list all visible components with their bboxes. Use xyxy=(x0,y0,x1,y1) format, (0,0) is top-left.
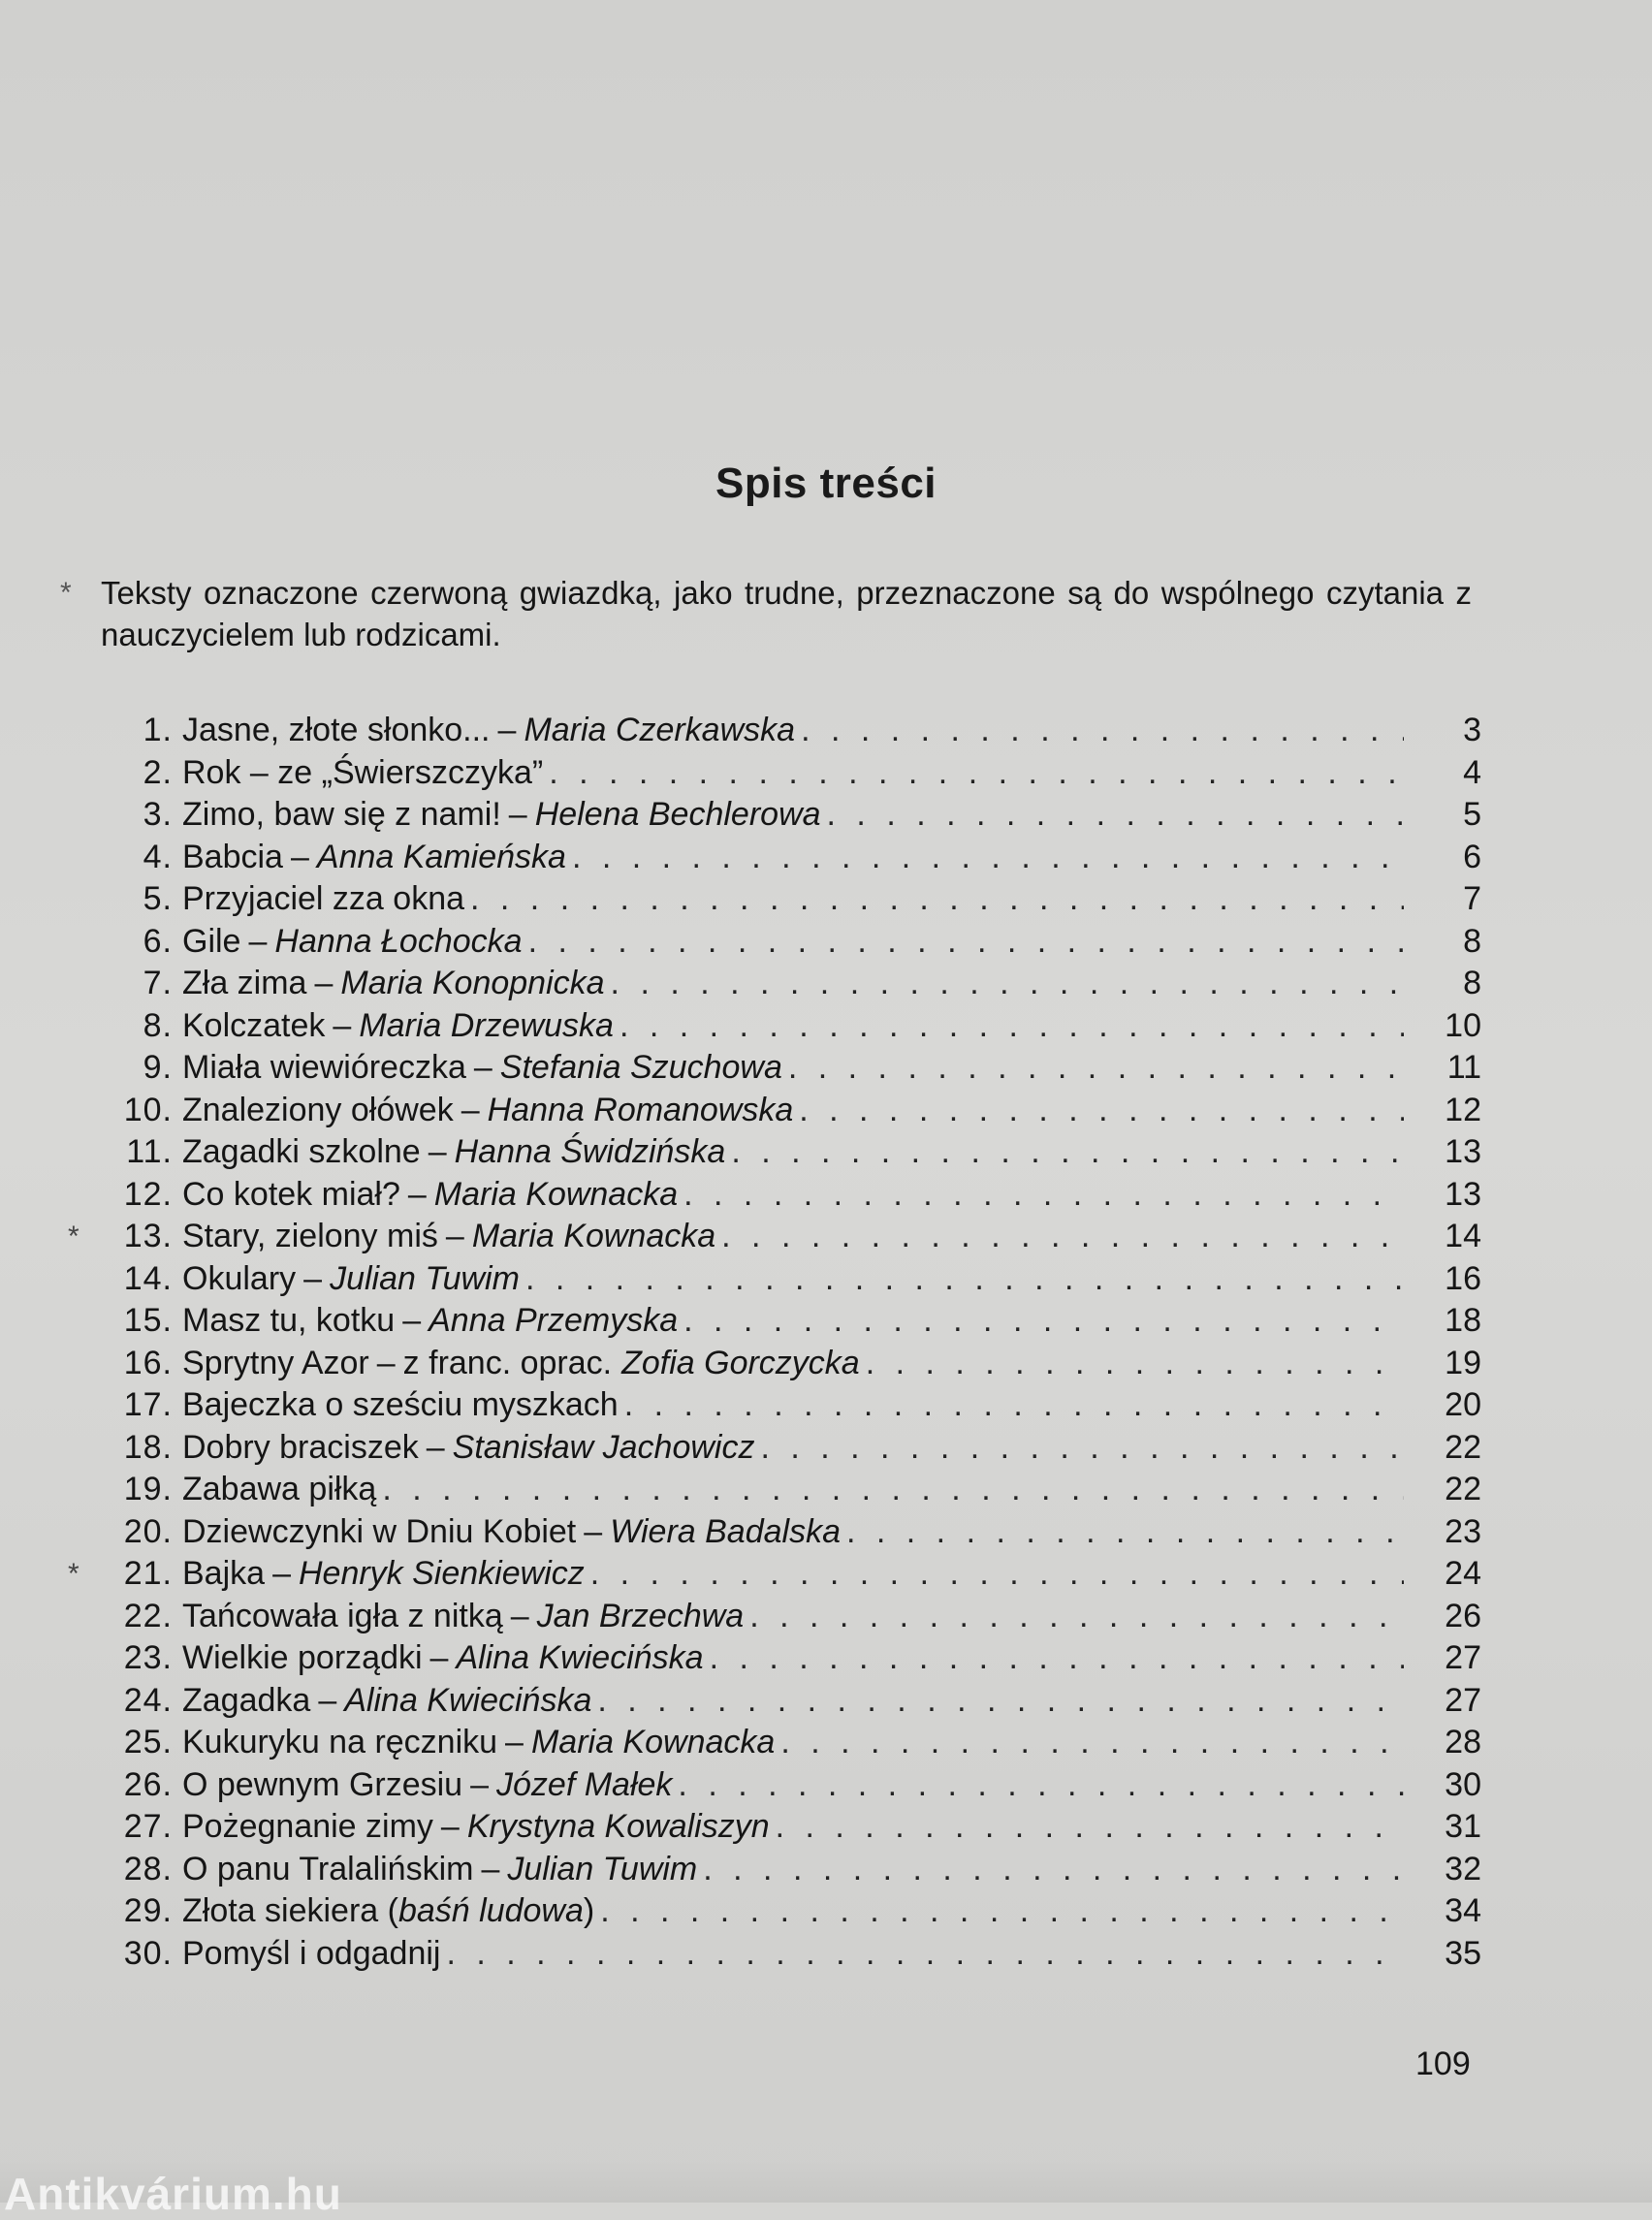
toc-entry-page: 7 xyxy=(1463,880,1481,917)
toc-entry-page: 35 xyxy=(1445,1934,1481,1972)
toc-entry xyxy=(76,1005,1481,1048)
toc-entry-dash: – xyxy=(508,796,527,833)
toc-entry xyxy=(76,1849,1481,1891)
toc-entry-title: Zagadka xyxy=(182,1681,311,1719)
toc-entry xyxy=(76,710,1481,752)
toc-entry-number: 14. xyxy=(123,1259,173,1297)
toc-entry-page: 22 xyxy=(1445,1471,1481,1507)
toc-entry-title: Miała wiewióreczka xyxy=(182,1049,466,1086)
dot-leader xyxy=(528,921,1404,964)
toc-entry-page: 4 xyxy=(1463,753,1481,791)
toc-entry-dash: – xyxy=(303,1259,323,1297)
page-number: 109 xyxy=(1415,2046,1471,2082)
toc-entry-dash: – xyxy=(510,1597,529,1634)
toc-entry xyxy=(76,921,1481,964)
toc-entry-number: 3. xyxy=(143,796,173,833)
dot-leader xyxy=(866,1343,1404,1385)
toc-entry-title: Pożegnanie zimy xyxy=(182,1808,433,1845)
toc-entry-dash: – xyxy=(481,1850,500,1887)
dot-leader xyxy=(827,794,1404,837)
page-title: Spis treści xyxy=(715,460,937,507)
toc-entry-page: 23 xyxy=(1445,1512,1481,1550)
toc-entry xyxy=(76,1300,1481,1343)
toc-entry-dash: – xyxy=(407,1175,427,1213)
toc-entry xyxy=(76,1343,1481,1385)
dot-leader xyxy=(731,1131,1404,1174)
dot-leader xyxy=(788,1047,1404,1090)
toc-entry-dash: – xyxy=(248,922,268,960)
toc-entry-adaptation: z franc. oprac. xyxy=(402,1344,613,1381)
toc-entry-title: Masz tu, kotku xyxy=(182,1302,396,1339)
toc-entry-title: Bajeczka o sześciu myszkach xyxy=(182,1386,619,1423)
dot-leader xyxy=(597,1680,1404,1723)
toc-entry-number: 4. xyxy=(143,838,173,875)
toc-entry xyxy=(76,1090,1481,1132)
toc-entry-title: Rok – ze „Świerszczyka” xyxy=(182,753,544,791)
toc-entry-author: Wiera Badalska xyxy=(610,1512,841,1550)
difficulty-star-marker: * xyxy=(68,1558,79,1590)
toc-entry-dash: – xyxy=(272,1555,291,1592)
toc-entry xyxy=(76,1890,1481,1933)
toc-entry-title: Stary, zielony miś xyxy=(182,1218,438,1254)
toc-entry-number: 10. xyxy=(123,1091,173,1128)
toc-entry-title: Bajka xyxy=(182,1555,266,1592)
toc-entry-dash: – xyxy=(584,1512,603,1550)
toc-entry-dash: – xyxy=(428,1133,447,1170)
dot-leader xyxy=(710,1637,1404,1680)
toc-entry-author: Julian Tuwim xyxy=(507,1850,698,1887)
dot-leader xyxy=(600,1890,1404,1933)
dot-leader xyxy=(683,1174,1404,1217)
toc-entry-number: 12. xyxy=(123,1175,173,1213)
toc-entry xyxy=(76,1511,1481,1554)
dot-leader xyxy=(590,1553,1404,1596)
dot-leader xyxy=(611,963,1404,1005)
toc-entry xyxy=(76,1637,1481,1680)
toc-entry-dash: – xyxy=(376,1344,396,1381)
toc-entry-author: baśń ludowa xyxy=(397,1892,584,1929)
toc-entry xyxy=(76,1427,1481,1470)
dot-leader xyxy=(799,1090,1404,1132)
toc-entry-author: Maria Kownacka xyxy=(433,1175,679,1213)
toc-entry-number: 30. xyxy=(123,1934,173,1972)
toc-entry-number: 29. xyxy=(123,1892,173,1929)
toc-entry-number: 6. xyxy=(143,922,173,960)
toc-entry xyxy=(68,1216,1481,1258)
toc-entry-page: 14 xyxy=(1445,1218,1481,1254)
dot-leader xyxy=(683,1300,1404,1343)
note-star-marker: * xyxy=(60,577,72,609)
toc-entry-dash: – xyxy=(426,1428,445,1466)
toc-entry xyxy=(68,1553,1481,1596)
toc-entry xyxy=(76,752,1481,795)
toc-entry-page: 34 xyxy=(1445,1892,1481,1929)
dot-leader xyxy=(678,1764,1404,1807)
toc-entry xyxy=(76,1047,1481,1090)
toc-entry-author: Hanna Łochocka xyxy=(274,922,523,960)
dot-leader xyxy=(760,1427,1404,1470)
toc-entry-page: 8 xyxy=(1463,922,1481,960)
toc-entry-page: 13 xyxy=(1445,1175,1481,1213)
toc-entry-page: 5 xyxy=(1463,796,1481,833)
toc-entry-page: 18 xyxy=(1445,1302,1481,1339)
toc-entry-dash: – xyxy=(505,1724,524,1760)
toc-entry-number: 21. xyxy=(123,1555,173,1592)
dot-leader xyxy=(382,1469,1404,1511)
toc-entry xyxy=(76,963,1481,1005)
dot-leader xyxy=(525,1258,1404,1301)
toc-entry xyxy=(76,1933,1481,1976)
toc-entry-number: 20. xyxy=(123,1512,173,1550)
dot-leader xyxy=(572,837,1404,879)
toc-entry-author: Maria Czerkawska xyxy=(524,712,796,748)
toc-entry-title: Dobry braciszek xyxy=(182,1428,419,1466)
toc-entry-title: Co kotek miał? xyxy=(182,1175,400,1213)
dot-leader xyxy=(749,1596,1404,1638)
toc-entry-author: Krystyna Kowaliszyn xyxy=(466,1808,770,1845)
toc-entry-title: Złota siekiera ( xyxy=(182,1892,398,1929)
toc-entry-number: 9. xyxy=(143,1049,173,1086)
toc-entry-title: Znaleziony ołówek xyxy=(182,1091,454,1128)
toc-entry-number: 1. xyxy=(143,712,173,748)
toc-entry xyxy=(76,1258,1481,1301)
toc-entry-title: Zabawa piłką xyxy=(182,1471,377,1507)
toc-entry-author: Jan Brzechwa xyxy=(536,1597,745,1634)
toc-entry-page: 11 xyxy=(1446,1049,1481,1086)
toc-entry-number: 16. xyxy=(123,1344,173,1381)
dot-leader xyxy=(801,710,1404,752)
toc-entry xyxy=(76,1384,1481,1427)
toc-entry-dash: – xyxy=(497,712,517,748)
toc-entry-dash: – xyxy=(461,1091,480,1128)
dot-leader xyxy=(703,1849,1404,1891)
toc-entry-page: 12 xyxy=(1445,1091,1481,1128)
toc-entry-title: Zagadki szkolne xyxy=(182,1133,421,1170)
toc-entry-title: Przyjaciel zza okna xyxy=(182,880,465,917)
toc-entry-author: Maria Kownacka xyxy=(471,1218,716,1254)
toc-entry-author: Maria Kownacka xyxy=(530,1724,776,1760)
toc-entry xyxy=(76,794,1481,837)
toc-entry xyxy=(76,1469,1481,1511)
toc-entry-author: Helena Bechlerowa xyxy=(534,796,821,833)
toc-entry-author: Józef Małek xyxy=(496,1765,673,1803)
toc-entry-number: 15. xyxy=(123,1302,173,1339)
toc-entry-title: Kolczatek xyxy=(182,1006,326,1044)
toc-entry xyxy=(76,1764,1481,1807)
dot-leader xyxy=(624,1384,1404,1427)
dot-leader xyxy=(721,1216,1404,1258)
toc-entry-number: 17. xyxy=(123,1386,173,1423)
toc-entry-title: O pewnym Grzesiu xyxy=(182,1765,463,1803)
toc-entry-page: 8 xyxy=(1463,965,1481,1001)
toc-entry-page: 32 xyxy=(1445,1850,1481,1887)
toc-entry-dash: – xyxy=(429,1639,449,1676)
toc-entry-page: 24 xyxy=(1445,1555,1481,1592)
toc-entry-number: 19. xyxy=(123,1471,173,1507)
toc-entry-dash: – xyxy=(402,1302,422,1339)
toc-entry xyxy=(76,1722,1481,1764)
toc-entry-page: 19 xyxy=(1445,1344,1481,1381)
toc-entry-number: 11. xyxy=(126,1133,173,1170)
toc-entry-title: Zła zima xyxy=(182,965,307,1001)
toc-entry-author: Maria Konopnicka xyxy=(340,965,605,1001)
toc-entry-title: Kukuryku na ręczniku xyxy=(182,1724,498,1760)
toc-entry-title: Wielkie porządki xyxy=(182,1639,423,1676)
toc-entry-suffix: ) xyxy=(583,1892,595,1929)
dot-leader xyxy=(846,1511,1404,1554)
toc-entry-number: 24. xyxy=(123,1681,173,1719)
toc-entry-dash: – xyxy=(445,1218,464,1254)
difficulty-star-marker: * xyxy=(68,1221,79,1253)
toc-entry-number: 27. xyxy=(123,1808,173,1845)
note-text: Teksty oznaczone czerwoną gwiazdką, jako trudne, przeznaczone są do wspólnego czytania z nauczycielem lub rodzicami. xyxy=(101,575,1472,652)
toc-entry-title: Pomyśl i odgadnij xyxy=(182,1934,441,1972)
toc-entry-number: 8. xyxy=(143,1006,173,1044)
toc-entry xyxy=(76,837,1481,879)
toc-entry-title: Gile xyxy=(182,922,241,960)
difficulty-note xyxy=(60,572,1472,655)
toc-entry-author: Maria Drzewuska xyxy=(359,1006,614,1044)
toc-entry-author: Anna Przemyska xyxy=(429,1302,679,1339)
toc-entry-page: 6 xyxy=(1463,838,1481,875)
toc-entry-author: Henryk Sienkiewicz xyxy=(298,1555,585,1592)
toc-entry-author: Alina Kwiecińska xyxy=(456,1639,704,1676)
toc-entry-title: Sprytny Azor xyxy=(182,1344,369,1381)
toc-entry xyxy=(76,1174,1481,1217)
watermark: Antikvárium.hu xyxy=(4,2169,342,2219)
toc-entry-dash: – xyxy=(290,838,309,875)
dot-leader xyxy=(470,878,1404,921)
dot-leader xyxy=(446,1933,1404,1976)
toc-entry-number: 2. xyxy=(143,753,173,791)
toc-entry-title: Dziewczynki w Dniu Kobiet xyxy=(182,1512,577,1550)
toc-entry-number: 18. xyxy=(123,1428,173,1466)
toc-entry-page: 27 xyxy=(1445,1681,1481,1719)
toc-entry-page: 13 xyxy=(1445,1133,1481,1170)
toc-entry-author: Alina Kwiecińska xyxy=(344,1681,592,1719)
dot-leader xyxy=(549,752,1404,795)
toc-entry-number: 23. xyxy=(123,1639,173,1676)
toc-entry-number: 7. xyxy=(143,965,173,1001)
toc-entry-number: 22. xyxy=(123,1597,173,1634)
toc-entry-number: 26. xyxy=(123,1765,173,1803)
toc-entry xyxy=(76,1596,1481,1638)
toc-entry-dash: – xyxy=(318,1681,337,1719)
dot-leader xyxy=(776,1806,1404,1849)
toc-entry-dash: – xyxy=(314,965,334,1001)
toc-entry-number: 25. xyxy=(123,1724,173,1760)
toc-entry-page: 16 xyxy=(1445,1259,1481,1297)
toc-entry xyxy=(76,878,1481,921)
toc-entry-title: Jasne, złote słonko... xyxy=(182,712,491,748)
toc-entry-number: 28. xyxy=(123,1850,173,1887)
dot-leader xyxy=(780,1722,1404,1764)
toc-entry-page: 28 xyxy=(1445,1724,1481,1760)
toc-entry-page: 27 xyxy=(1445,1639,1481,1676)
dot-leader xyxy=(620,1005,1404,1048)
toc-entry-dash: – xyxy=(470,1765,490,1803)
toc-entry xyxy=(76,1131,1481,1174)
toc-entry-title: Zimo, baw się z nami! xyxy=(182,796,501,833)
toc-entry-number: 5. xyxy=(143,880,173,917)
toc-entry-page: 22 xyxy=(1445,1428,1481,1466)
toc-entry-dash: – xyxy=(440,1808,460,1845)
toc-entry-author: Hanna Świdzińska xyxy=(454,1133,726,1170)
toc-entry-page: 26 xyxy=(1445,1597,1481,1634)
toc-entry-title: Babcia xyxy=(182,838,283,875)
toc-entry-author: Hanna Romanowska xyxy=(487,1091,794,1128)
toc-entry-title: Tańcowała igła z nitką xyxy=(182,1597,503,1634)
toc-entry-author: Stanisław Jachowicz xyxy=(452,1428,755,1466)
toc-entry-page: 31 xyxy=(1445,1808,1481,1845)
toc-entry-page: 20 xyxy=(1445,1386,1481,1423)
toc-entry-author: Zofia Gorczycka xyxy=(621,1344,860,1381)
toc-entry-page: 3 xyxy=(1463,712,1481,748)
toc-entry-dash: – xyxy=(473,1049,492,1086)
toc-entry-author: Anna Kamieńska xyxy=(316,838,566,875)
toc-entry-title: Okulary xyxy=(182,1259,297,1297)
toc-entry-author: Stefania Szuchowa xyxy=(499,1049,782,1086)
toc-entry-title: O panu Tralalińskim xyxy=(182,1850,474,1887)
toc-entry xyxy=(76,1680,1481,1723)
toc-entry-page: 30 xyxy=(1445,1765,1481,1803)
toc-entry-page: 10 xyxy=(1445,1006,1481,1044)
toc-entry xyxy=(76,1806,1481,1849)
table-of-contents xyxy=(68,710,1481,1975)
toc-entry-dash: – xyxy=(333,1006,352,1044)
toc-entry-author: Julian Tuwim xyxy=(330,1259,520,1297)
toc-entry-number: 13. xyxy=(123,1218,173,1254)
